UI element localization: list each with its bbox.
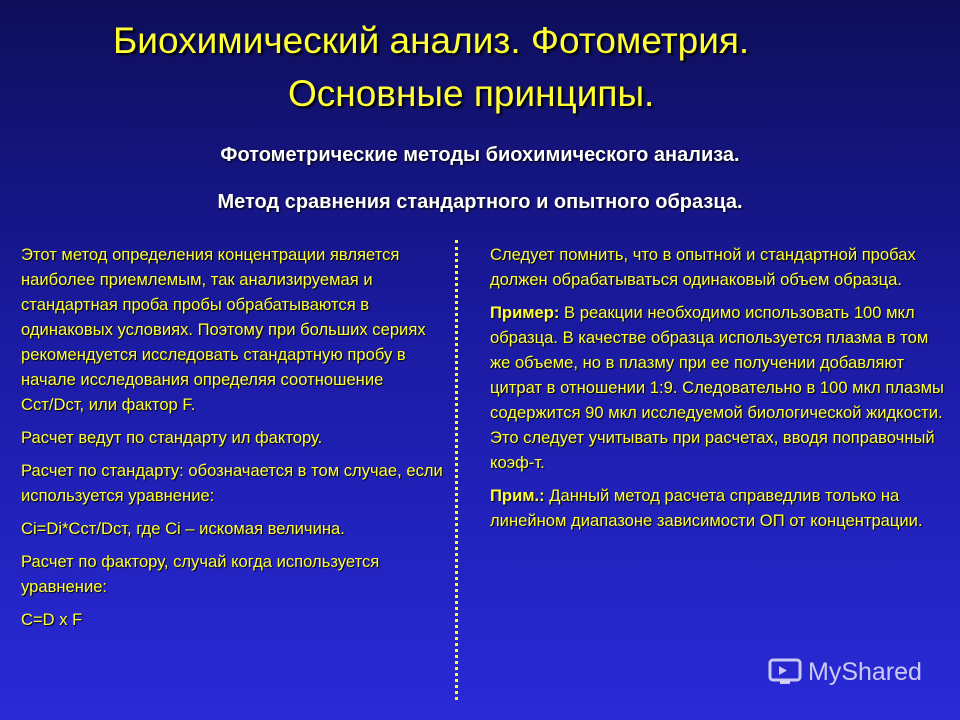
left-paragraph-calc: Расчет ведут по стандарту ил фактору. xyxy=(21,428,323,447)
column-divider xyxy=(455,240,458,700)
myshared-logo-icon xyxy=(768,657,802,687)
left-formula-factor: C=D x F xyxy=(21,610,83,629)
watermark-text: MyShared xyxy=(808,657,922,686)
title-line-1: Биохимический анализ. Фотометрия. xyxy=(113,20,750,61)
watermark xyxy=(768,657,922,687)
title-line-2: Основные принципы. xyxy=(288,73,655,114)
example-text: В реакции необходимо использовать 100 мкл образца. В качестве образца используется плазма в том же объеме, но в плазму при ее получении добавляют цитрат в отношении 1:9. Следовательно в 100 мкл плазмы содержится 90 мкл исследуемой биологической жидкости. Это следует учитывать при расчетах, вводя поправочный коэф-т. xyxy=(490,303,944,472)
remark-label: Прим.: xyxy=(490,486,545,505)
right-paragraph-note: Следует помнить, что в опытной и стандартной пробах должен обрабатываться одинаковый объем образца. xyxy=(490,245,916,289)
subtitle-comparison: Метод сравнения стандартного и опытного образца. xyxy=(217,191,743,213)
remark-text: Данный метод расчета справедлив только на линейном диапазоне зависимости ОП от концентрации. xyxy=(490,486,923,530)
right-paragraph-remark xyxy=(490,483,950,533)
right-column xyxy=(490,242,950,541)
right-paragraph-example xyxy=(490,300,950,475)
left-formula-standard: Ci=Di*Cст/Dст, где Ci – искомая величина. xyxy=(21,519,345,538)
left-column xyxy=(21,242,446,640)
example-label: Пример: xyxy=(490,303,560,322)
left-paragraph-intro: Этот метод определения концентрации является наиболее приемлемым, так анализируемая и стандартная проба пробы обрабатываются в одинаковых условиях. Поэтому при больших сериях рекомендуется исследовать стандартную пробу в начале исследования определяя соотношение Сст/Dст, или фактор F. xyxy=(21,245,426,414)
slide-title xyxy=(0,14,960,120)
subtitle-methods: Фотометрические методы биохимического анализа. xyxy=(220,144,740,166)
left-paragraph-factor: Расчет по фактору, случай когда используется уравнение: xyxy=(21,552,380,596)
left-paragraph-standard: Расчет по стандарту: обозначается в том случае, если используется уравнение: xyxy=(21,461,443,505)
